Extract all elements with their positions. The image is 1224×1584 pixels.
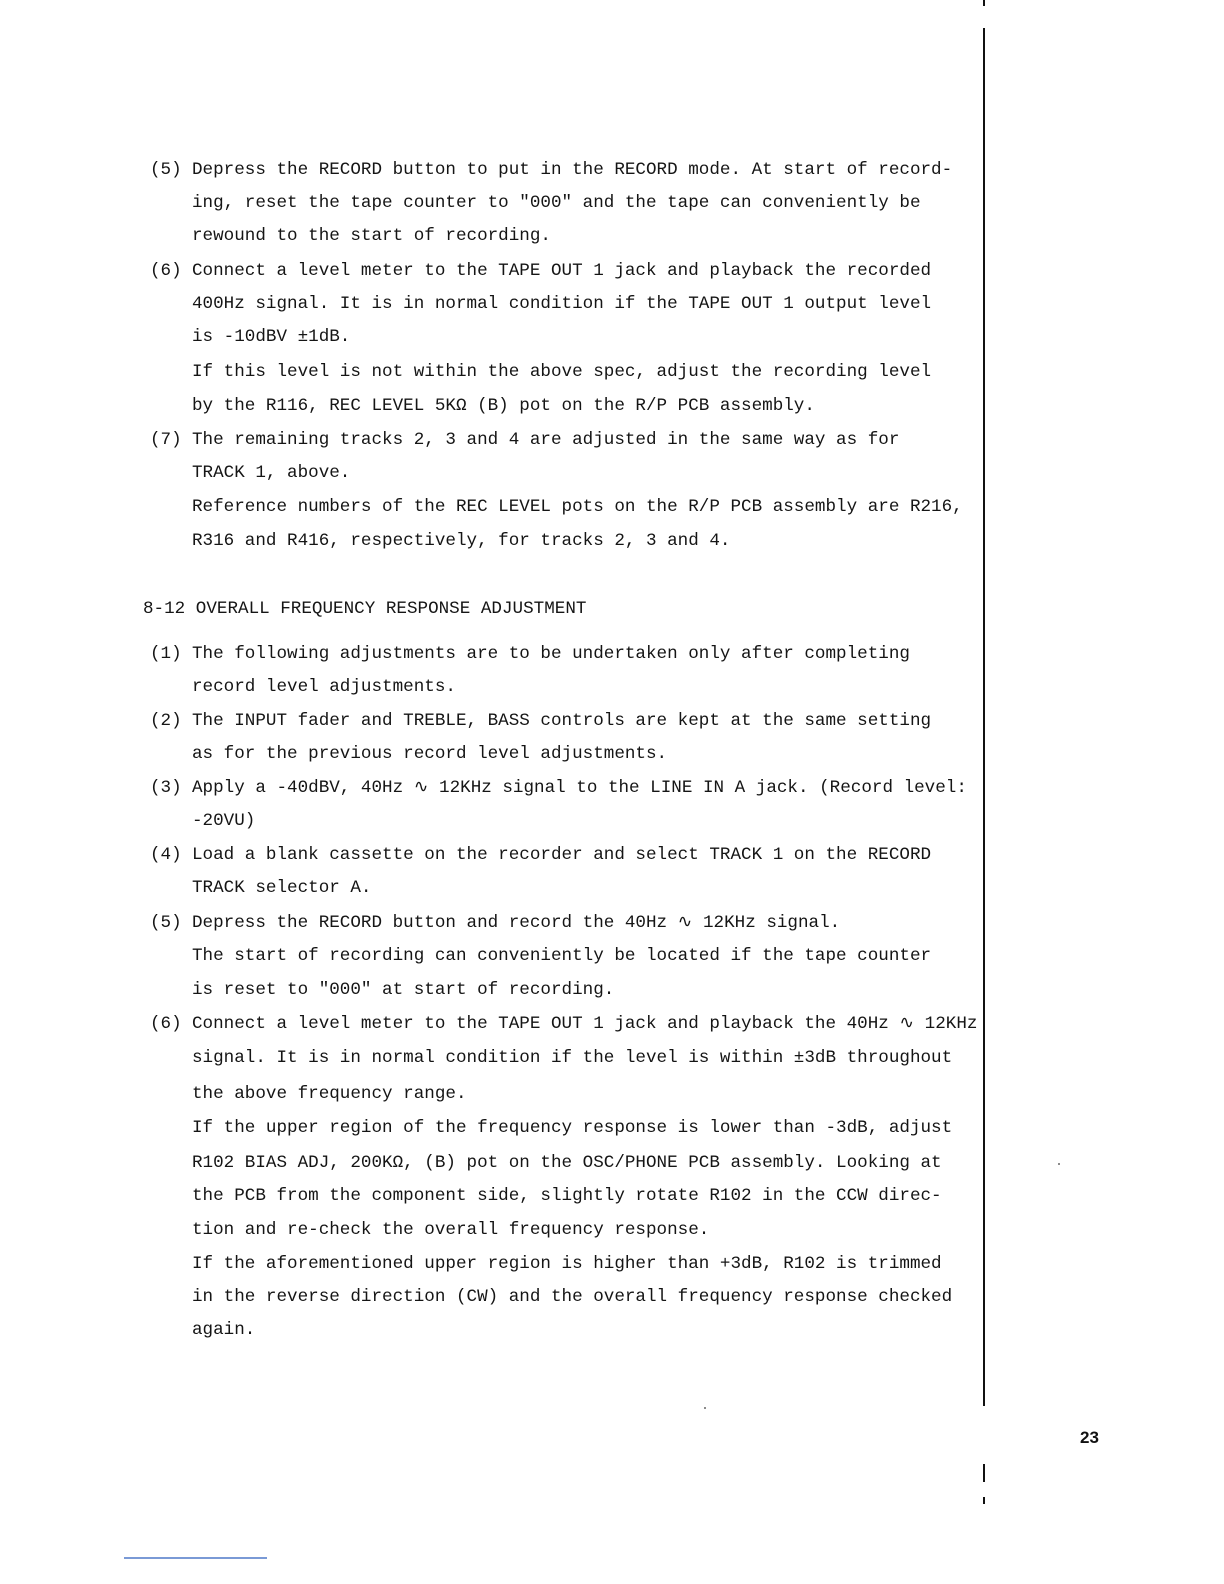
item-text-line: as for the previous record level adjustments. — [192, 744, 668, 764]
item-text-line: R102 BIAS ADJ, 200KΩ, (B) pot on the OSC/PHONE PCB assembly. Looking at — [192, 1153, 942, 1173]
item-text-line: ing, reset the tape counter to "000" and the tape can conveniently be — [192, 193, 921, 213]
section-heading: 8-12 OVERALL FREQUENCY RESPONSE ADJUSTMENT — [143, 599, 587, 619]
margin-tick — [983, 1464, 985, 1482]
item-text-line: The INPUT fader and TREBLE, BASS controls are kept at the same setting — [192, 711, 932, 731]
revision-bar — [983, 28, 985, 1406]
item-text-line: Depress the RECORD button and record the 40Hz ∿ 12KHz signal. — [192, 913, 841, 933]
item-text-line: -20VU) — [192, 811, 256, 831]
item-text-line: Depress the RECORD button to put in the RECORD mode. At start of record- — [192, 160, 953, 180]
item-text-line: tion and re-check the overall frequency response. — [192, 1220, 710, 1240]
item-text-line: The start of recording can conveniently be located if the tape counter — [192, 946, 932, 966]
item-text-line: Connect a level meter to the TAPE OUT 1 jack and playback the 40Hz ∿ 12KHz — [192, 1014, 978, 1034]
item-text-line: the above frequency range. — [192, 1084, 467, 1104]
item-number: (5) — [150, 160, 182, 180]
item-text-line: again. — [192, 1320, 256, 1340]
item-text-line: R316 and R416, respectively, for tracks 2, 3 and 4. — [192, 531, 731, 551]
item-text-line: If the upper region of the frequency response is lower than -3dB, adjust — [192, 1118, 953, 1138]
page-number: 23 — [1080, 1428, 1099, 1447]
item-number: (2) — [150, 711, 182, 731]
margin-tick — [983, 1497, 985, 1504]
item-text-line: by the R116, REC LEVEL 5KΩ (B) pot on the R/P PCB assembly. — [192, 396, 815, 416]
item-text-line: If the aforementioned upper region is higher than +3dB, R102 is trimmed — [192, 1254, 942, 1274]
item-text-line: rewound to the start of recording. — [192, 226, 551, 246]
scan-speck — [704, 1407, 706, 1409]
item-text-line: TRACK 1, above. — [192, 463, 351, 483]
item-number: (6) — [150, 1014, 182, 1034]
item-text-line: signal. It is in normal condition if the level is within ±3dB throughout — [192, 1048, 953, 1068]
item-number: (5) — [150, 913, 182, 933]
scan-speck — [1058, 1163, 1060, 1165]
item-text-line: The following adjustments are to be undertaken only after completing — [192, 644, 910, 664]
item-text-line: is -10dBV ±1dB. — [192, 327, 351, 347]
item-number: (4) — [150, 845, 182, 865]
item-text-line: If this level is not within the above spec, adjust the recording level — [192, 362, 932, 382]
item-text-line: Reference numbers of the REC LEVEL pots on the R/P PCB assembly are R216, — [192, 497, 963, 517]
item-text-line: Connect a level meter to the TAPE OUT 1 jack and playback the recorded — [192, 261, 932, 281]
item-number: (3) — [150, 778, 182, 798]
footer-rule — [124, 1557, 267, 1559]
item-number: (7) — [150, 430, 182, 450]
item-text-line: Load a blank cassette on the recorder and select TRACK 1 on the RECORD — [192, 845, 932, 865]
item-text-line: Apply a -40dBV, 40Hz ∿ 12KHz signal to the LINE IN A jack. (Record level: — [192, 778, 967, 798]
item-number: (1) — [150, 644, 182, 664]
item-text-line: 400Hz signal. It is in normal condition if the TAPE OUT 1 output level — [192, 294, 932, 314]
item-text-line: is reset to "000" at start of recording. — [192, 980, 615, 1000]
item-text-line: record level adjustments. — [192, 677, 456, 697]
item-text-line: the PCB from the component side, slightly rotate R102 in the CCW direc- — [192, 1186, 942, 1206]
item-text-line: in the reverse direction (CW) and the overall frequency response checked — [192, 1287, 953, 1307]
margin-tick — [983, 0, 985, 6]
item-text-line: The remaining tracks 2, 3 and 4 are adjusted in the same way as for — [192, 430, 900, 450]
item-text-line: TRACK selector A. — [192, 878, 372, 898]
item-number: (6) — [150, 261, 182, 281]
